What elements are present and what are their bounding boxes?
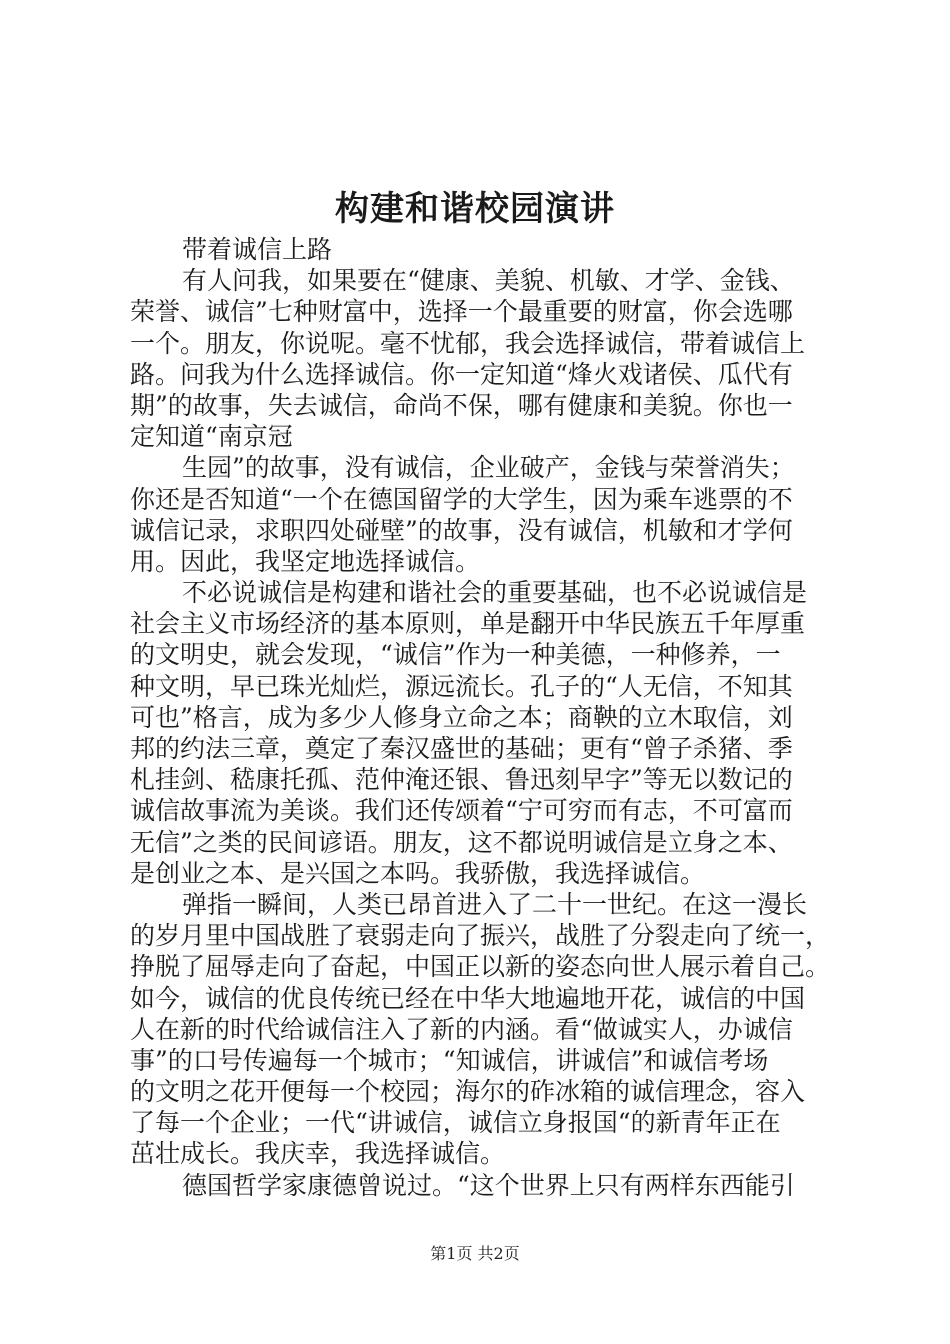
body-line: 不必说诚信是构建和谐社会的重要基础，也不必说诚信是 <box>182 578 808 608</box>
body-line: 定知道“南京冠 <box>130 422 293 452</box>
body-line: 弹指一瞬间，人类已昂首进入了二十一世纪。在这一漫长 <box>182 889 808 919</box>
body-line: 了每一个企业；一代“讲诚信，诚信立身报国“的新青年正在 <box>130 1108 781 1138</box>
body-line: 札挂剑、嵇康托孤、范仲淹还银、鲁迅刻早字”等无以数记的 <box>130 765 793 795</box>
body-line: 挣脱了屈辱走向了奋起，中国正以新的姿态向世人展示着自己。 <box>130 952 831 982</box>
body-line: 用。因此，我坚定地选择诚信。 <box>130 546 481 576</box>
body-line: 期”的故事，失去诚信，命尚不保，哪有健康和美貌。你也一 <box>130 390 793 420</box>
body-line: 种文明，早已珠光灿烂，源远流长。孔子的“人无信，不知其 <box>130 671 793 701</box>
body-line: 德国哲学家康德曾说过。“这个世界上只有两样东西能引 <box>182 1170 795 1200</box>
body-line: 诚信记录，求职四处碰壁”的故事，没有诚信，机敏和才学何 <box>130 515 793 545</box>
body-line: 可也”格言，成为多少人修身立命之本；商鞅的立木取信，刘 <box>130 702 793 732</box>
page-footer: 第1页 共2页 <box>430 1244 520 1263</box>
body-line: 是创业之本、是兴国之本吗。我骄傲，我选择诚信。 <box>130 858 706 888</box>
body-line: 如今，诚信的优良传统已经在中华大地遍地开花，诚信的中国 <box>130 983 806 1013</box>
body-line: 的文明史，就会发现，“诚信”作为一种美德，一种修养，一 <box>130 640 781 670</box>
body-line: 的文明之花开便每一个校园；海尔的砟冰箱的诚信理念，容入 <box>130 1077 806 1107</box>
body-line: 事”的口号传遍每一个城市；“知诚信，讲诚信”和诚信考场 <box>130 1045 769 1075</box>
body-line: 荣誉、诚信”七种财富中，选择一个最重要的财富，你会选哪 <box>130 297 793 327</box>
body-line: 有人问我，如果要在“健康、美貌、机敏、才学、金钱、 <box>182 266 795 296</box>
body-line: 茁壮成长。我庆幸，我选择诚信。 <box>130 1139 506 1169</box>
document-body <box>130 234 830 1201</box>
subtitle-line: 带着诚信上路 <box>182 235 333 264</box>
body-line: 生园”的故事，没有诚信，企业破产，金钱与荣誉消失； <box>182 453 795 483</box>
body-line: 人在新的时代给诚信注入了新的内涵。看“做诚实人，办诚信 <box>130 1014 793 1044</box>
body-line: 无信”之类的民间谚语。朋友，这不都说明诚信是立身之本、 <box>130 827 793 857</box>
body-line: 的岁月里中国战胜了衰弱走向了振兴，战胜了分裂走向了统一， <box>130 921 831 951</box>
document-title: 构建和谐校园演讲 <box>335 189 615 229</box>
body-line: 社会主义市场经济的基本原则，单是翻开中华民族五千年厚重 <box>130 609 806 639</box>
body-line: 一个。朋友，你说呢。毫不忧郁，我会选择诚信，带着诚信上 <box>130 328 806 358</box>
body-line: 诚信故事流为美谈。我们还传颂着“宁可穷而有志，不可富而 <box>130 796 793 826</box>
body-line: 邦的约法三章，奠定了秦汉盛世的基础；更有“曾子杀猪、季 <box>130 734 793 763</box>
body-line: 你还是否知道“一个在德国留学的大学生，因为乘车逃票的不 <box>130 484 793 514</box>
body-line: 路。问我为什么选择诚信。你一定知道“烽火戏诸侯、瓜代有 <box>130 359 793 389</box>
